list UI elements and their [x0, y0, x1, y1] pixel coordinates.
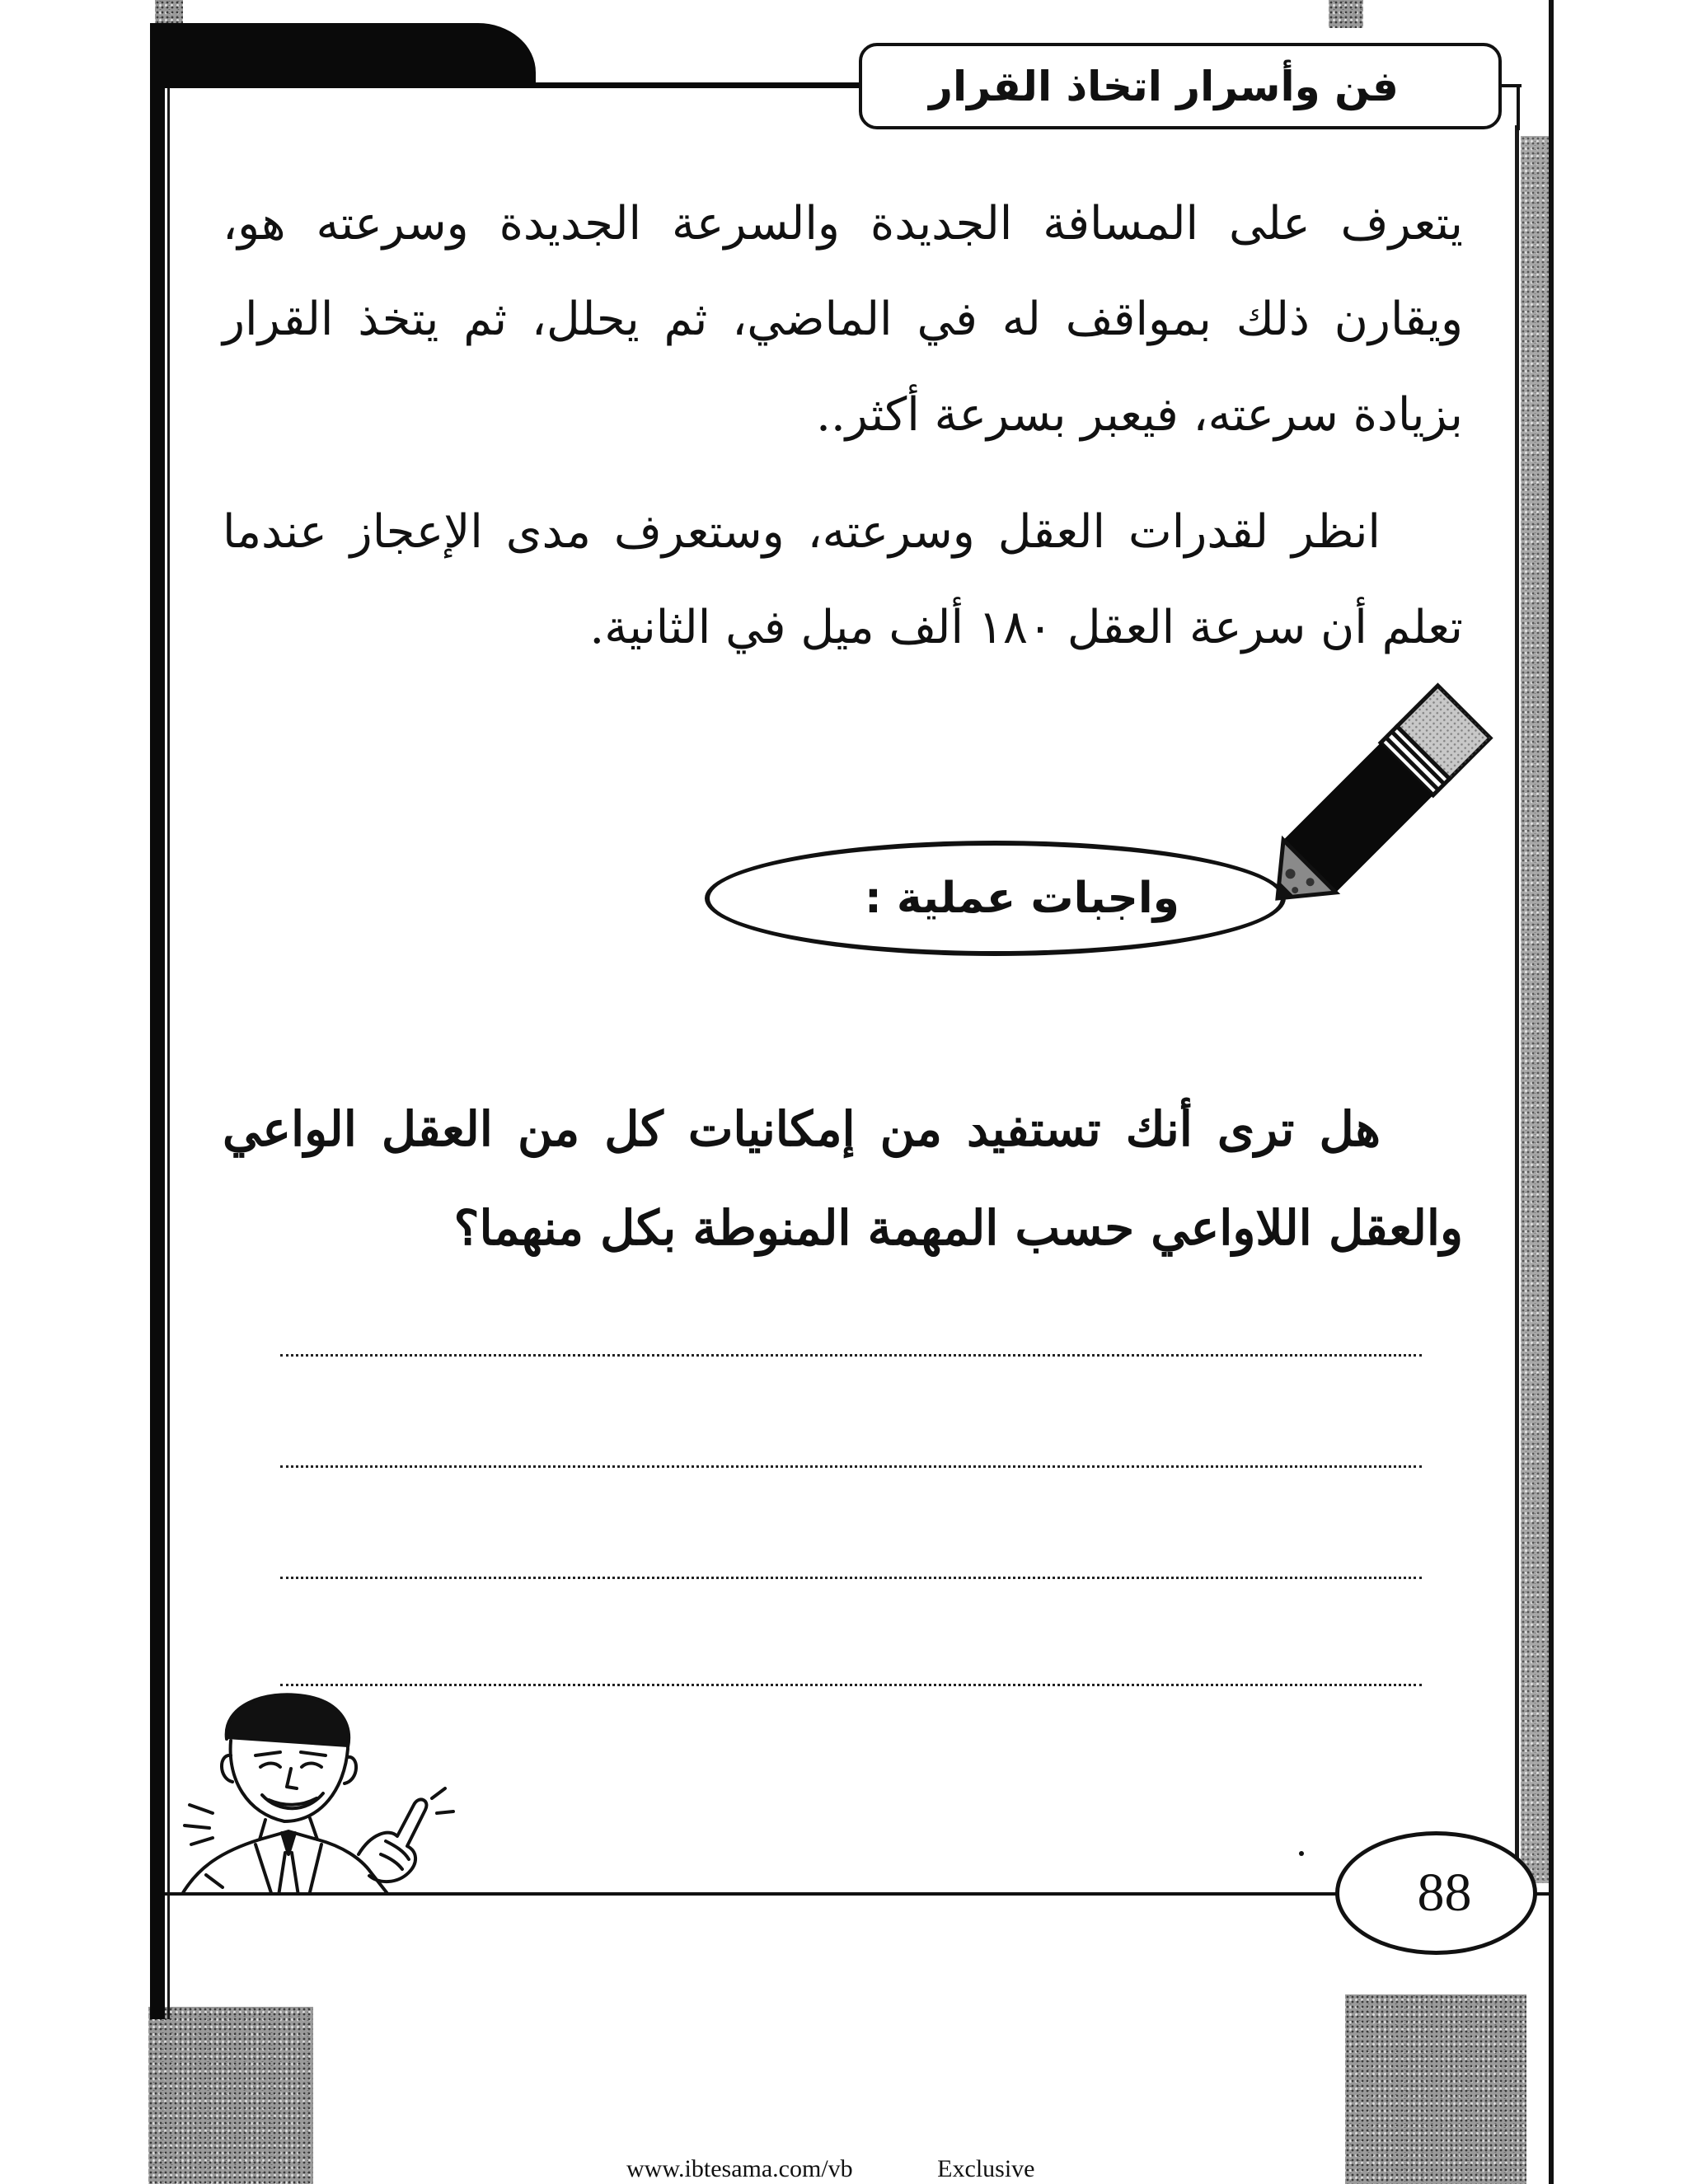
- scan-texture-bottom-left: [148, 2007, 313, 2184]
- answer-line[interactable]: [280, 1465, 1422, 1468]
- chapter-title: فن وأسرار اتخاذ القرار: [929, 62, 1399, 110]
- footer-label: Exclusive: [937, 2155, 1035, 2182]
- pointing-man-illustration: [173, 1690, 519, 1896]
- page-top-border: [165, 82, 864, 88]
- exercises-heading: واجبات عملية :: [864, 874, 1179, 923]
- exercise-question: هل ترى أنك تستفيد من إمكانيات كل من العقل الواعي والعقل اللاواعي حسب المهمة المنوطة بكل منهما؟: [223, 1101, 1463, 1256]
- body-paragraph-1: يتعرف على المسافة الجديدة والسرعة الجديدة وسرعته هو، ويقارن ذلك بمواقف له في الماضي، ثم يحلل، ثم يتخذ القرار بزيادة سرعته، فيعبر بسرعة أكثر..: [223, 197, 1463, 442]
- scan-texture-bottom-right: [1345, 1994, 1526, 2184]
- page-left-border: [150, 33, 165, 2019]
- page-left-inner-border: [167, 33, 170, 2019]
- header-black-tab: [150, 23, 536, 85]
- page-number: 88: [1417, 1863, 1472, 1923]
- answer-line[interactable]: [280, 1354, 1422, 1357]
- chapter-header: [859, 43, 1502, 129]
- footer: [626, 2154, 1121, 2184]
- footer-url[interactable]: www.ibtesama.com/vb: [626, 2155, 853, 2182]
- answer-line[interactable]: [280, 1684, 1422, 1686]
- header-connector-vertical: [1517, 84, 1520, 130]
- pencil-icon: [1199, 651, 1496, 931]
- answer-line[interactable]: [280, 1577, 1422, 1579]
- page-bottom-border-right: [1535, 1892, 1551, 1896]
- page-right-border: [1515, 125, 1519, 1897]
- body-paragraph-2: انظر لقدرات العقل وسرعته، وستعرف مدى الإعجاز عندما تعلم أن سرعة العقل ١٨٠ ألف ميل في الثانية.: [223, 505, 1463, 654]
- page-right-edge: [1549, 0, 1554, 2184]
- scan-speck: [1299, 1851, 1304, 1856]
- scan-texture-top-right: [1329, 0, 1363, 28]
- page-number-badge: [1335, 1831, 1537, 1955]
